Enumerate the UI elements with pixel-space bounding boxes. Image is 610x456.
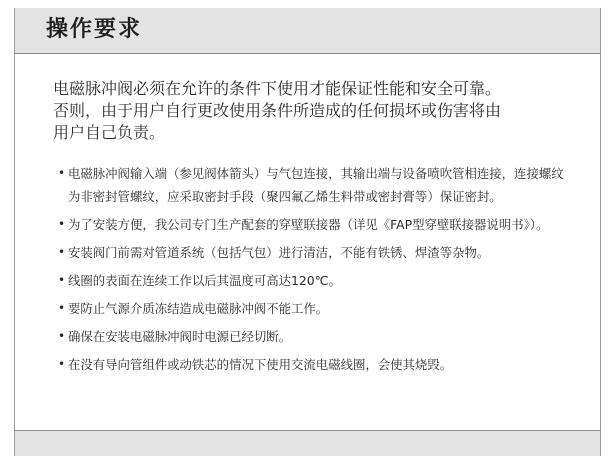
list-item xyxy=(58,297,568,320)
bullet-icon: • xyxy=(58,329,66,343)
bullet-icon: • xyxy=(58,245,66,259)
bullet-icon: • xyxy=(58,217,66,231)
intro-line: 用户自己负责。 xyxy=(53,123,166,142)
bullet-icon: • xyxy=(58,166,66,180)
requirements-list xyxy=(58,162,568,381)
list-item-text: 线圈的表面在连续工作以后其温度可高达120℃。 xyxy=(68,273,341,288)
list-item xyxy=(58,269,568,292)
intro-paragraph xyxy=(53,78,573,144)
bullet-icon: • xyxy=(58,301,66,315)
list-item-text: 要防止气源介质冻结造成电磁脉冲阀不能工作。 xyxy=(68,301,329,316)
list-item-text: 电磁脉冲阀输入端（参见阀体箭头）与气包连接，其输出端与设备喷吹管相连接，连接螺纹为非密封管螺纹，应采取密封手段（聚四氟乙烯生料带或密封膏等）保证密封。 xyxy=(68,166,564,204)
bullet-icon: • xyxy=(58,273,66,287)
intro-line: 否则，由于用户自行更改使用条件所造成的任何损坏或伤害将由 xyxy=(53,101,502,120)
list-item xyxy=(58,353,568,376)
list-item xyxy=(58,325,568,348)
list-item xyxy=(58,241,568,264)
list-item-text: 为了安装方便，我公司专门生产配套的穿壁联接器（详见《FAP型穿壁联接器说明书》）。 xyxy=(68,217,549,232)
list-item-text: 确保在安装电磁脉冲阀时电源已经切断。 xyxy=(68,329,292,344)
list-item xyxy=(58,162,568,208)
list-item-text: 安装阀门前需对管道系统（包括气包）进行清洁，不能有铁锈、焊渣等杂物。 xyxy=(68,245,490,260)
bullet-icon: • xyxy=(58,357,66,371)
footer-band xyxy=(14,430,601,456)
intro-line: 电磁脉冲阀必须在允许的条件下使用才能保证性能和安全可靠。 xyxy=(53,79,502,98)
list-item-text: 在没有导向管组件或动铁芯的情况下使用交流电磁线圈，会使其烧毁。 xyxy=(68,357,453,372)
list-item xyxy=(58,213,568,236)
section-title: 操作要求 xyxy=(46,17,143,42)
